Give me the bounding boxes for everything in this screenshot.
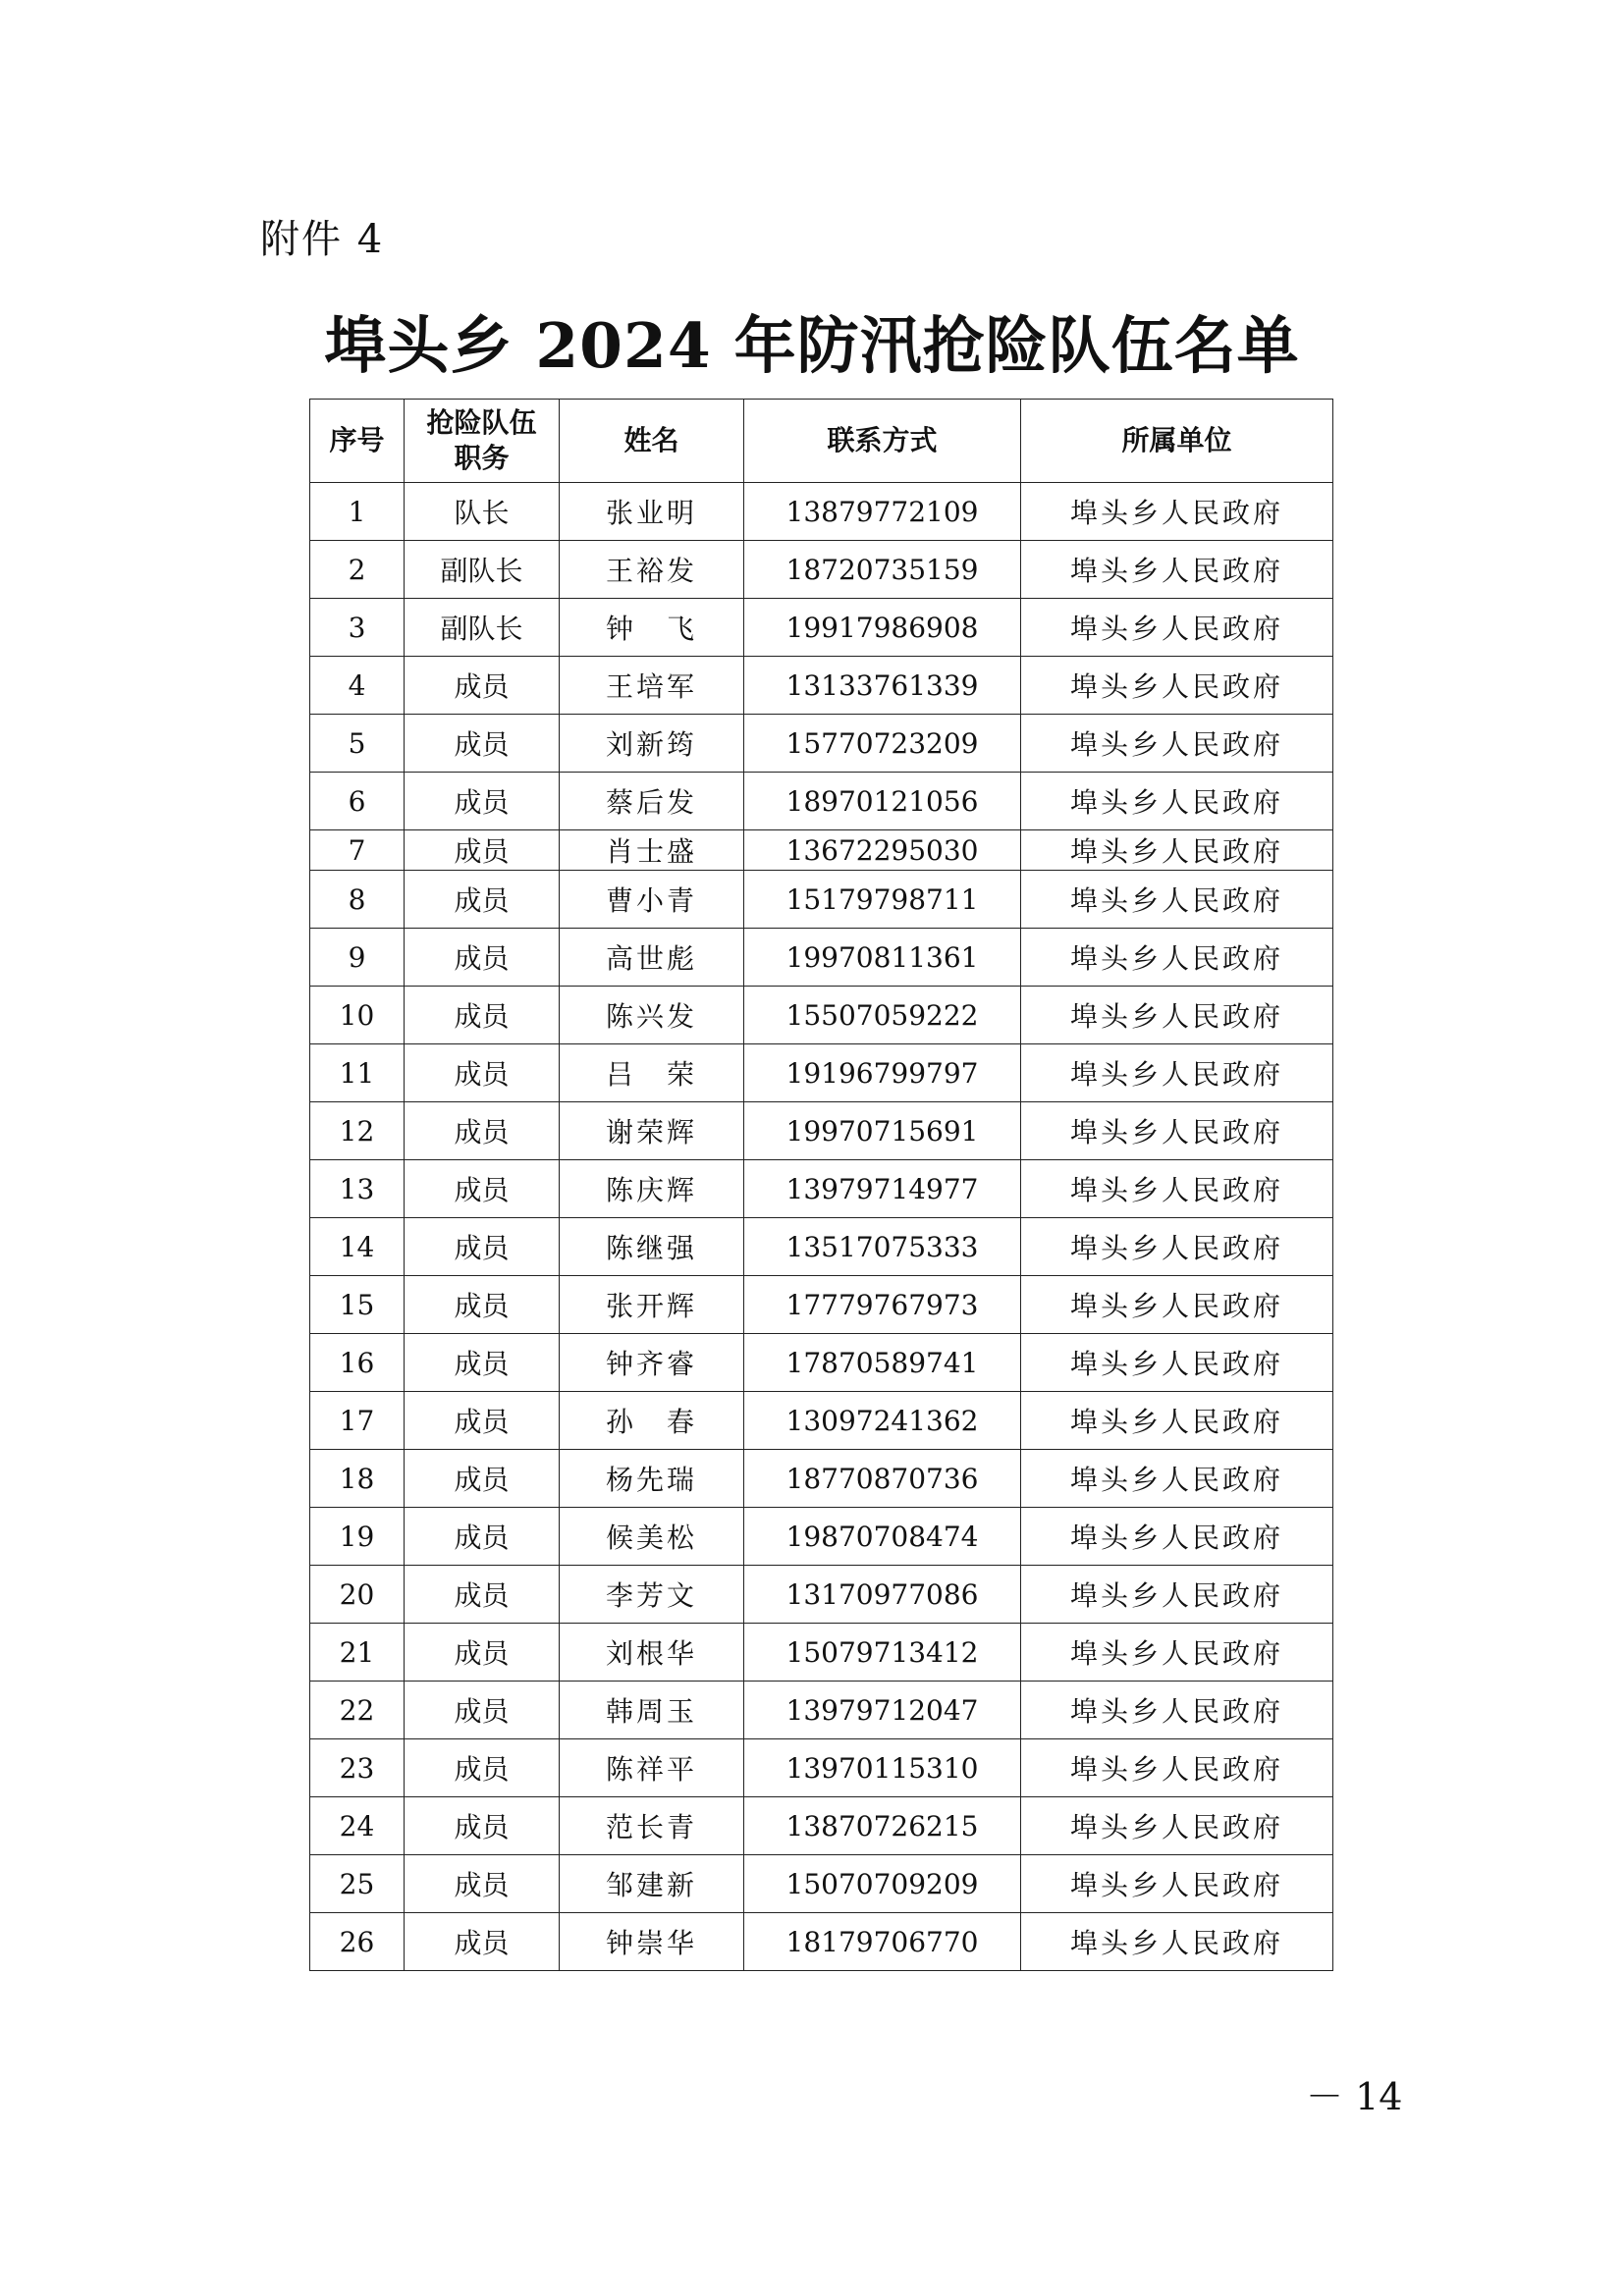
table-row [310,541,1333,599]
cell-name: 曹小青 [560,871,744,929]
cell-index: 20 [310,1566,405,1624]
cell-name: 韩周玉 [560,1682,744,1739]
cell-name: 邹建新 [560,1855,744,1913]
table-row [310,929,1333,987]
table-row [310,1044,1333,1102]
cell-unit: 埠头乡人民政府 [1021,1508,1333,1566]
cell-index: 14 [310,1218,405,1276]
cell-index: 12 [310,1102,405,1160]
cell-index: 26 [310,1913,405,1971]
cell-unit: 埠头乡人民政府 [1021,541,1333,599]
cell-phone: 13879772109 [744,483,1021,541]
cell-index: 10 [310,987,405,1044]
cell-unit: 埠头乡人民政府 [1021,830,1333,871]
cell-index: 8 [310,871,405,929]
table-row [310,1334,1333,1392]
cell-phone: 15079713412 [744,1624,1021,1682]
table-row [310,1450,1333,1508]
cell-role: 成员 [405,657,560,715]
cell-index: 25 [310,1855,405,1913]
table-row [310,1218,1333,1276]
cell-role: 副队长 [405,599,560,657]
cell-role: 成员 [405,1739,560,1797]
table-row [310,1855,1333,1913]
table-row [310,483,1333,541]
cell-name: 高世彪 [560,929,744,987]
table-row [310,1624,1333,1682]
cell-index: 16 [310,1334,405,1392]
cell-role: 成员 [405,1160,560,1218]
cell-role: 成员 [405,1797,560,1855]
cell-role: 成员 [405,1334,560,1392]
cell-role: 副队长 [405,541,560,599]
cell-phone: 15179798711 [744,871,1021,929]
cell-role: 成员 [405,1276,560,1334]
table-row [310,1566,1333,1624]
cell-phone: 13170977086 [744,1566,1021,1624]
cell-unit: 埠头乡人民政府 [1021,657,1333,715]
cell-role: 队长 [405,483,560,541]
cell-name: 蔡后发 [560,773,744,830]
page-title: 埠头乡 2024 年防汛抢险队伍名单 [324,309,1300,382]
cell-unit: 埠头乡人民政府 [1021,871,1333,929]
cell-role: 成员 [405,1218,560,1276]
cell-role: 成员 [405,871,560,929]
header-role [405,400,560,483]
cell-name: 孙 春 [560,1392,744,1450]
cell-name: 杨先瑞 [560,1450,744,1508]
cell-index: 4 [310,657,405,715]
cell-role: 成员 [405,987,560,1044]
header-name: 姓名 [560,400,744,483]
cell-unit: 埠头乡人民政府 [1021,773,1333,830]
cell-unit: 埠头乡人民政府 [1021,1102,1333,1160]
cell-phone: 18179706770 [744,1913,1021,1971]
cell-index: 23 [310,1739,405,1797]
cell-role: 成员 [405,1450,560,1508]
table-row [310,599,1333,657]
cell-name: 钟崇华 [560,1913,744,1971]
cell-phone: 18770870736 [744,1450,1021,1508]
cell-name: 肖士盛 [560,830,744,871]
cell-name: 张业明 [560,483,744,541]
cell-index: 24 [310,1797,405,1855]
cell-phone: 15507059222 [744,987,1021,1044]
cell-index: 18 [310,1450,405,1508]
cell-role: 成员 [405,830,560,871]
cell-unit: 埠头乡人民政府 [1021,1044,1333,1102]
header-index: 序号 [310,400,405,483]
cell-phone: 17779767973 [744,1276,1021,1334]
cell-name: 候美松 [560,1508,744,1566]
cell-phone: 19970811361 [744,929,1021,987]
cell-index: 5 [310,715,405,773]
cell-phone: 13970115310 [744,1739,1021,1797]
table-row [310,1682,1333,1739]
cell-name: 范长青 [560,1797,744,1855]
cell-name: 张开辉 [560,1276,744,1334]
cell-role: 成员 [405,929,560,987]
table-row [310,1739,1333,1797]
cell-unit: 埠头乡人民政府 [1021,1334,1333,1392]
cell-index: 9 [310,929,405,987]
cell-name: 王培军 [560,657,744,715]
cell-unit: 埠头乡人民政府 [1021,715,1333,773]
cell-name: 陈继强 [560,1218,744,1276]
table-row [310,1160,1333,1218]
roster-table [309,399,1333,1971]
cell-phone: 13979712047 [744,1682,1021,1739]
cell-phone: 13979714977 [744,1160,1021,1218]
cell-unit: 埠头乡人民政府 [1021,1276,1333,1334]
cell-role: 成员 [405,1044,560,1102]
cell-index: 3 [310,599,405,657]
cell-unit: 埠头乡人民政府 [1021,599,1333,657]
cell-unit: 埠头乡人民政府 [1021,929,1333,987]
cell-role: 成员 [405,1624,560,1682]
cell-role: 成员 [405,1682,560,1739]
cell-unit: 埠头乡人民政府 [1021,1855,1333,1913]
cell-role: 成员 [405,773,560,830]
cell-unit: 埠头乡人民政府 [1021,1218,1333,1276]
cell-name: 刘根华 [560,1624,744,1682]
cell-unit: 埠头乡人民政府 [1021,1624,1333,1682]
cell-phone: 15070709209 [744,1855,1021,1913]
cell-unit: 埠头乡人民政府 [1021,987,1333,1044]
cell-phone: 13870726215 [744,1797,1021,1855]
table-row [310,987,1333,1044]
header-role-line1: 抢险队伍 [426,406,537,439]
table-row [310,1102,1333,1160]
cell-index: 7 [310,830,405,871]
cell-phone: 18720735159 [744,541,1021,599]
cell-index: 11 [310,1044,405,1102]
cell-index: 21 [310,1624,405,1682]
table-row [310,1276,1333,1334]
cell-phone: 18970121056 [744,773,1021,830]
cell-unit: 埠头乡人民政府 [1021,1392,1333,1450]
cell-name: 王裕发 [560,541,744,599]
header-phone: 联系方式 [744,400,1021,483]
attachment-label: 附件 4 [260,217,385,262]
cell-index: 22 [310,1682,405,1739]
cell-role: 成员 [405,1913,560,1971]
cell-phone: 13133761339 [744,657,1021,715]
cell-role: 成员 [405,1566,560,1624]
cell-unit: 埠头乡人民政府 [1021,1797,1333,1855]
cell-role: 成员 [405,1855,560,1913]
header-role-line2: 职务 [454,442,510,474]
cell-index: 17 [310,1392,405,1450]
cell-index: 15 [310,1276,405,1334]
cell-unit: 埠头乡人民政府 [1021,1913,1333,1971]
cell-name: 钟齐睿 [560,1334,744,1392]
page-number: － 14 [1306,2075,1403,2118]
roster-body [310,483,1333,1971]
cell-index: 13 [310,1160,405,1218]
cell-name: 陈兴发 [560,987,744,1044]
cell-name: 谢荣辉 [560,1102,744,1160]
cell-phone: 19196799797 [744,1044,1021,1102]
cell-role: 成员 [405,715,560,773]
header-unit: 所属单位 [1021,400,1333,483]
cell-phone: 15770723209 [744,715,1021,773]
table-row [310,1913,1333,1971]
table-row [310,1508,1333,1566]
cell-index: 6 [310,773,405,830]
cell-index: 2 [310,541,405,599]
cell-role: 成员 [405,1392,560,1450]
cell-phone: 13517075333 [744,1218,1021,1276]
cell-name: 李芳文 [560,1566,744,1624]
table-header-row [310,400,1333,483]
cell-index: 1 [310,483,405,541]
cell-phone: 19870708474 [744,1508,1021,1566]
cell-phone: 13672295030 [744,830,1021,871]
table-row [310,871,1333,929]
cell-name: 陈庆辉 [560,1160,744,1218]
cell-unit: 埠头乡人民政府 [1021,1739,1333,1797]
cell-phone: 19970715691 [744,1102,1021,1160]
cell-name: 刘新筠 [560,715,744,773]
cell-phone: 17870589741 [744,1334,1021,1392]
cell-phone: 13097241362 [744,1392,1021,1450]
cell-unit: 埠头乡人民政府 [1021,1566,1333,1624]
cell-unit: 埠头乡人民政府 [1021,483,1333,541]
cell-unit: 埠头乡人民政府 [1021,1450,1333,1508]
table-row [310,773,1333,830]
cell-name: 吕 荣 [560,1044,744,1102]
cell-role: 成员 [405,1102,560,1160]
table-row [310,830,1333,871]
table-row [310,1392,1333,1450]
cell-index: 19 [310,1508,405,1566]
cell-unit: 埠头乡人民政府 [1021,1682,1333,1739]
cell-name: 陈祥平 [560,1739,744,1797]
cell-phone: 19917986908 [744,599,1021,657]
cell-role: 成员 [405,1508,560,1566]
table-row [310,657,1333,715]
table-row [310,1797,1333,1855]
cell-unit: 埠头乡人民政府 [1021,1160,1333,1218]
cell-name: 钟 飞 [560,599,744,657]
table-row [310,715,1333,773]
